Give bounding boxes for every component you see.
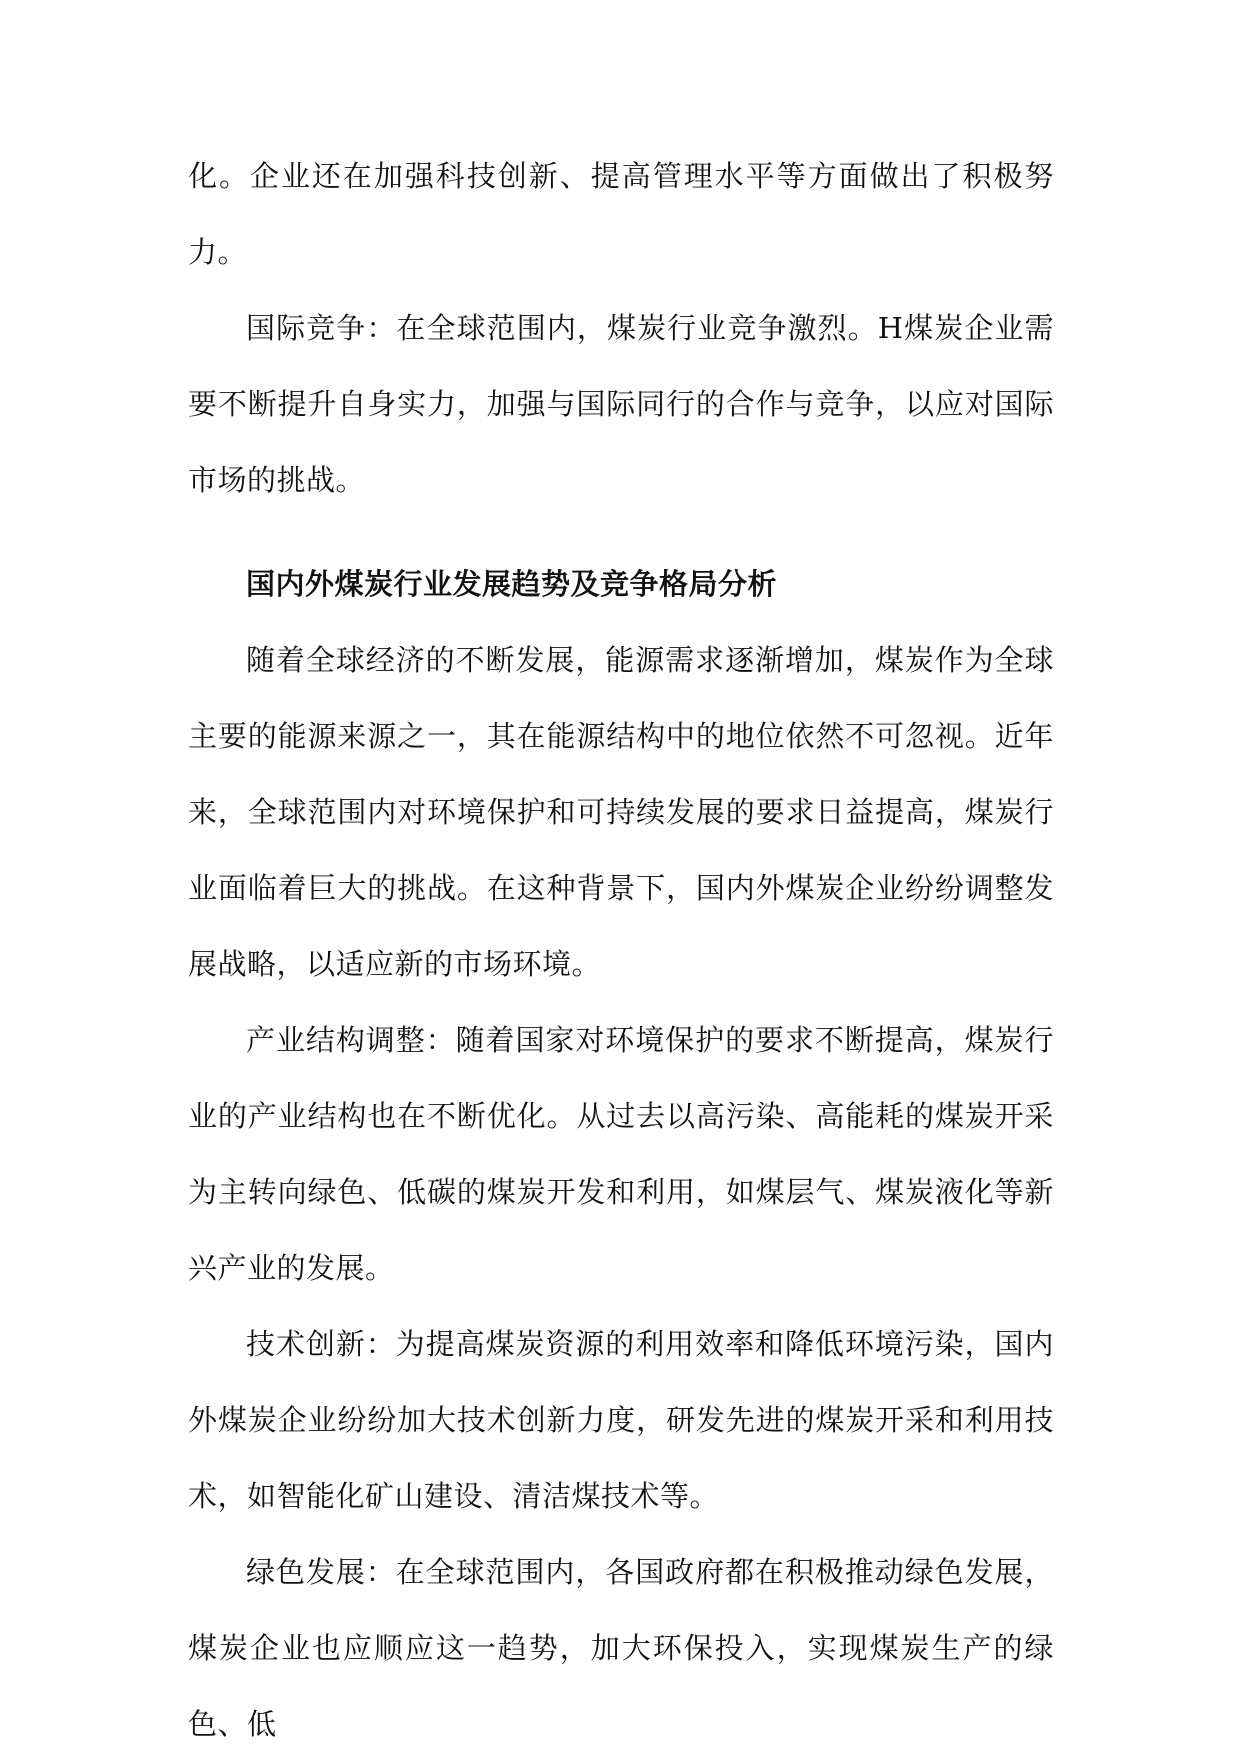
document-body [188,138,1054,1762]
paragraph-green-development: 绿色发展：在全球范围内，各国政府都在积极推动绿色发展，煤炭企业也应顺应这一趋势，加大环保投入，实现煤炭生产的绿色、低 [188,1555,1054,1741]
paragraph-background: 随着全球经济的不断发展，能源需求逐渐增加，煤炭作为全球主要的能源来源之一，其在能源结构中的地位依然不可忽视。近年来，全球范围内对环境保护和可持续发展的要求日益提高，煤炭行业面临着巨大的挑战。在这种背景下，国内外煤炭企业纷纷调整发展战略，以适应新的市场环境。 [188,643,1054,981]
section-heading: 国内外煤炭行业发展趋势及竞争格局分析 [246,567,778,601]
paragraph-international-competition: 国际竞争：在全球范围内，煤炭行业竞争激烈。H煤炭企业需要不断提升自身实力，加强与国际同行的合作与竞争，以应对国际市场的挑战。 [188,311,1054,497]
paragraph-industry-structure: 产业结构调整：随着国家对环境保护的要求不断提高，煤炭行业的产业结构也在不断优化。从过去以高污染、高能耗的煤炭开采为主转向绿色、低碳的煤炭开发和利用，如煤层气、煤炭液化等新兴产业的发展。 [188,1023,1054,1285]
paragraph-continuation: 化。企业还在加强科技创新、提高管理水平等方面做出了积极努力。 [188,159,1054,269]
paragraph-technology-innovation: 技术创新：为提高煤炭资源的利用效率和降低环境污染，国内外煤炭企业纷纷加大技术创新力度，研发先进的煤炭开采和利用技术，如智能化矿山建设、清洁煤技术等。 [188,1327,1054,1513]
